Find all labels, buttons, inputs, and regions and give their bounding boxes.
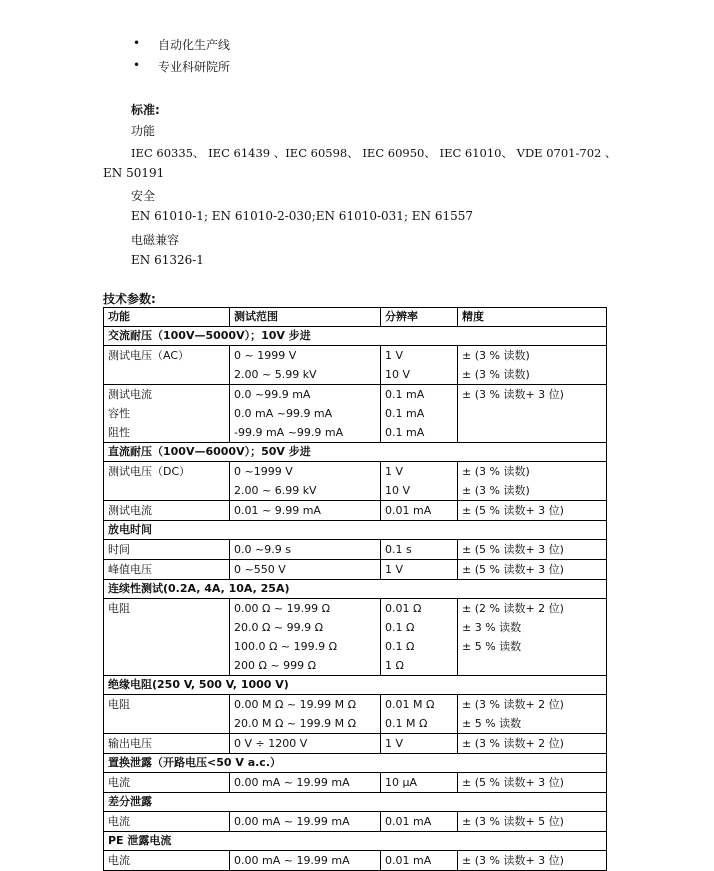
cell-line: 0.00 mA ~ 19.99 mA [234, 815, 350, 828]
safety-standards: EN 61010-1; EN 61010-2-030;EN 61010-031; EN 61557 [131, 209, 474, 223]
table-section-row [104, 521, 607, 540]
emc-standards: EN 61326-1 [131, 253, 204, 267]
cell-line: 0.00 mA ~ 19.99 mA [234, 854, 350, 867]
table-row [104, 695, 607, 734]
table-row [104, 734, 607, 754]
section-title: PE 泄露电流 [104, 832, 607, 851]
table-cell [230, 540, 381, 560]
table-cell [381, 462, 458, 501]
cell-line: 0.1 mA [385, 388, 425, 401]
table-cell [230, 851, 381, 871]
table-cell [104, 346, 230, 385]
bullet-text: 专业科研院所 [158, 60, 231, 74]
bullet-icon: • [133, 36, 141, 50]
cell-line: 200 Ω ~ 999 Ω [234, 659, 317, 672]
table-cell [381, 346, 458, 385]
cell-line: 0.1 Ω [385, 640, 415, 653]
section-title: 绝缘电阻(250 V, 500 V, 1000 V) [104, 676, 607, 695]
cell-line: 0 ~ 1999 V [234, 349, 297, 362]
table-cell [230, 385, 381, 443]
emc-label: 电磁兼容 [131, 233, 180, 247]
cell-line: ± 5 % 读数 [462, 717, 522, 730]
cell-line: 1 V [385, 563, 404, 576]
table-cell [381, 851, 458, 871]
cell-line: 电流 [108, 854, 130, 867]
table-cell [458, 540, 607, 560]
cell-line: 0.00 M Ω ~ 19.99 M Ω [234, 698, 356, 711]
table-cell [104, 540, 230, 560]
cell-line: ± 3 % 读数 [462, 621, 522, 634]
cell-line: 电流 [108, 776, 130, 789]
standards-heading: 标准: [131, 103, 160, 117]
cell-line: 100.0 Ω ~ 199.9 Ω [234, 640, 337, 653]
table-cell [104, 462, 230, 501]
cell-line: 20.0 M Ω ~ 199.9 M Ω [234, 717, 356, 730]
table-cell [458, 599, 607, 676]
cell-line: 1 V [385, 465, 404, 478]
cell-line: 10 V [385, 484, 411, 497]
table-cell [458, 346, 607, 385]
section-title: 直流耐压（100V—6000V）；50V 步进 [104, 443, 607, 462]
table-row [104, 540, 607, 560]
cell-line: 电流 [108, 815, 130, 828]
table-section-row [104, 832, 607, 851]
cell-line: ± (5 % 读数+ 3 位) [462, 504, 564, 517]
table-header-cell: 精度 [458, 308, 607, 327]
table-header-row [104, 308, 607, 327]
cell-line: 电阻 [108, 602, 130, 615]
table-row [104, 462, 607, 501]
cell-line: 0.0 ~99.9 mA [234, 388, 311, 401]
cell-line: 1 V [385, 737, 404, 750]
cell-line: 0.01 mA [385, 504, 432, 517]
table-header-cell: 测试范围 [230, 308, 381, 327]
table-cell [104, 812, 230, 832]
table-cell [104, 385, 230, 443]
cell-line: ± (3 % 读数) [462, 368, 530, 381]
table-cell [230, 695, 381, 734]
cell-line: 2.00 ~ 5.99 kV [234, 368, 317, 381]
section-title: 置换泄露（开路电压<50 V a.c.） [104, 754, 607, 773]
table-cell [230, 462, 381, 501]
cell-line: ± 5 % 读数 [462, 640, 522, 653]
cell-line: 0.01 Ω [385, 602, 422, 615]
cell-line: 0.1 Ω [385, 621, 415, 634]
section-title: 交流耐压（100V—5000V）；10V 步进 [104, 327, 607, 346]
cell-line: ± (3 % 读数+ 2 位) [462, 737, 564, 750]
cell-line: ± (3 % 读数) [462, 465, 530, 478]
cell-line: 0.1 mA [385, 426, 425, 439]
table-cell [104, 599, 230, 676]
cell-line: ± (3 % 读数+ 5 位) [462, 815, 564, 828]
table-cell [458, 812, 607, 832]
cell-line: 0.01 M Ω [385, 698, 435, 711]
cell-line: 0 V ÷ 1200 V [234, 737, 308, 750]
table-row [104, 812, 607, 832]
cell-line: 0 ~1999 V [234, 465, 293, 478]
cell-line: ± (5 % 读数+ 3 位) [462, 776, 564, 789]
specs-heading: 技术参数: [103, 292, 156, 306]
cell-line: 测试电流 [108, 388, 152, 401]
cell-line: 0.1 s [385, 543, 412, 556]
table-cell [381, 773, 458, 793]
function-standards-cont: EN 50191 [103, 166, 165, 180]
table-cell [458, 695, 607, 734]
table-cell [381, 540, 458, 560]
section-title: 连续性测试(0.2A, 4A, 10A, 25A) [104, 580, 607, 599]
cell-line: 测试电压（AC） [108, 349, 190, 362]
table-header-cell: 功能 [104, 308, 230, 327]
table-cell [230, 346, 381, 385]
cell-line: 0.0 mA ~99.9 mA [234, 407, 333, 420]
bullet-text: 自动化生产线 [158, 38, 231, 52]
safety-label: 安全 [131, 189, 156, 203]
table-row [104, 385, 607, 443]
table-cell [458, 560, 607, 580]
cell-line: 0.01 ~ 9.99 mA [234, 504, 321, 517]
table-cell [458, 773, 607, 793]
table-cell [381, 695, 458, 734]
cell-line: 0.00 mA ~ 19.99 mA [234, 776, 350, 789]
cell-line: 0.01 mA [385, 815, 432, 828]
cell-line: ± (5 % 读数+ 3 位) [462, 543, 564, 556]
table-cell [458, 734, 607, 754]
section-title: 差分泄露 [104, 793, 607, 812]
table-cell [381, 812, 458, 832]
cell-line: 测试电压（DC） [108, 465, 191, 478]
table-cell [458, 501, 607, 521]
table-cell [104, 560, 230, 580]
table-section-row [104, 793, 607, 812]
table-cell [104, 773, 230, 793]
table-row [104, 599, 607, 676]
table-section-row [104, 754, 607, 773]
cell-line: 测试电流 [108, 504, 152, 517]
table-section-row [104, 580, 607, 599]
table-cell [104, 501, 230, 521]
cell-line: 0.00 Ω ~ 19.99 Ω [234, 602, 330, 615]
table-cell [104, 695, 230, 734]
cell-line: ± (3 % 读数) [462, 484, 530, 497]
cell-line: ± (2 % 读数+ 2 位) [462, 602, 564, 615]
table-section-row [104, 443, 607, 462]
cell-line: 阻性 [108, 426, 130, 439]
table-cell [458, 385, 607, 443]
table-cell [381, 599, 458, 676]
table-cell [230, 812, 381, 832]
table-cell [458, 851, 607, 871]
cell-line: 2.00 ~ 6.99 kV [234, 484, 317, 497]
function-label: 功能 [131, 124, 156, 138]
cell-line: 容性 [108, 407, 130, 420]
cell-line: 1 Ω [385, 659, 404, 672]
table-cell [104, 734, 230, 754]
table-cell [458, 462, 607, 501]
cell-line: 峰值电压 [108, 563, 152, 576]
cell-line: ± (3 % 读数+ 2 位) [462, 698, 564, 711]
table-section-row [104, 327, 607, 346]
table-cell [381, 501, 458, 521]
cell-line: 电阻 [108, 698, 130, 711]
cell-line: -99.9 mA ~99.9 mA [234, 426, 344, 439]
cell-line: 1 V [385, 349, 404, 362]
cell-line: 时间 [108, 543, 130, 556]
cell-line: 10 µA [385, 776, 418, 789]
table-cell [230, 734, 381, 754]
cell-line: 0.01 mA [385, 854, 432, 867]
cell-line: ± (3 % 读数+ 3 位) [462, 388, 564, 401]
table-row [104, 501, 607, 521]
cell-line: 10 V [385, 368, 411, 381]
cell-line: 0.1 mA [385, 407, 425, 420]
bullet-icon: • [133, 58, 141, 72]
table-cell [381, 385, 458, 443]
section-title: 放电时间 [104, 521, 607, 540]
table-header-cell: 分辨率 [381, 308, 458, 327]
table-row [104, 346, 607, 385]
cell-line: 20.0 Ω ~ 99.9 Ω [234, 621, 323, 634]
cell-line: ± (3 % 读数+ 3 位) [462, 854, 564, 867]
cell-line: ± (5 % 读数+ 3 位) [462, 563, 564, 576]
table-cell [104, 851, 230, 871]
table-row [104, 773, 607, 793]
table-cell [230, 501, 381, 521]
cell-line: 输出电压 [108, 737, 152, 750]
cell-line: ± (3 % 读数) [462, 349, 530, 362]
cell-line: 0.0 ~9.9 s [234, 543, 291, 556]
table-cell [381, 560, 458, 580]
table-cell [230, 773, 381, 793]
function-standards: IEC 60335、 IEC 61439 、IEC 60598、 IEC 60950、 IEC 61010、 VDE 0701-702 、 [131, 146, 617, 160]
cell-line: 0.1 M Ω [385, 717, 428, 730]
spec-table [103, 307, 607, 871]
table-row [104, 851, 607, 871]
cell-line: 0 ~550 V [234, 563, 286, 576]
table-cell [381, 734, 458, 754]
table-row [104, 560, 607, 580]
table-section-row [104, 676, 607, 695]
table-cell [230, 560, 381, 580]
table-cell [230, 599, 381, 676]
